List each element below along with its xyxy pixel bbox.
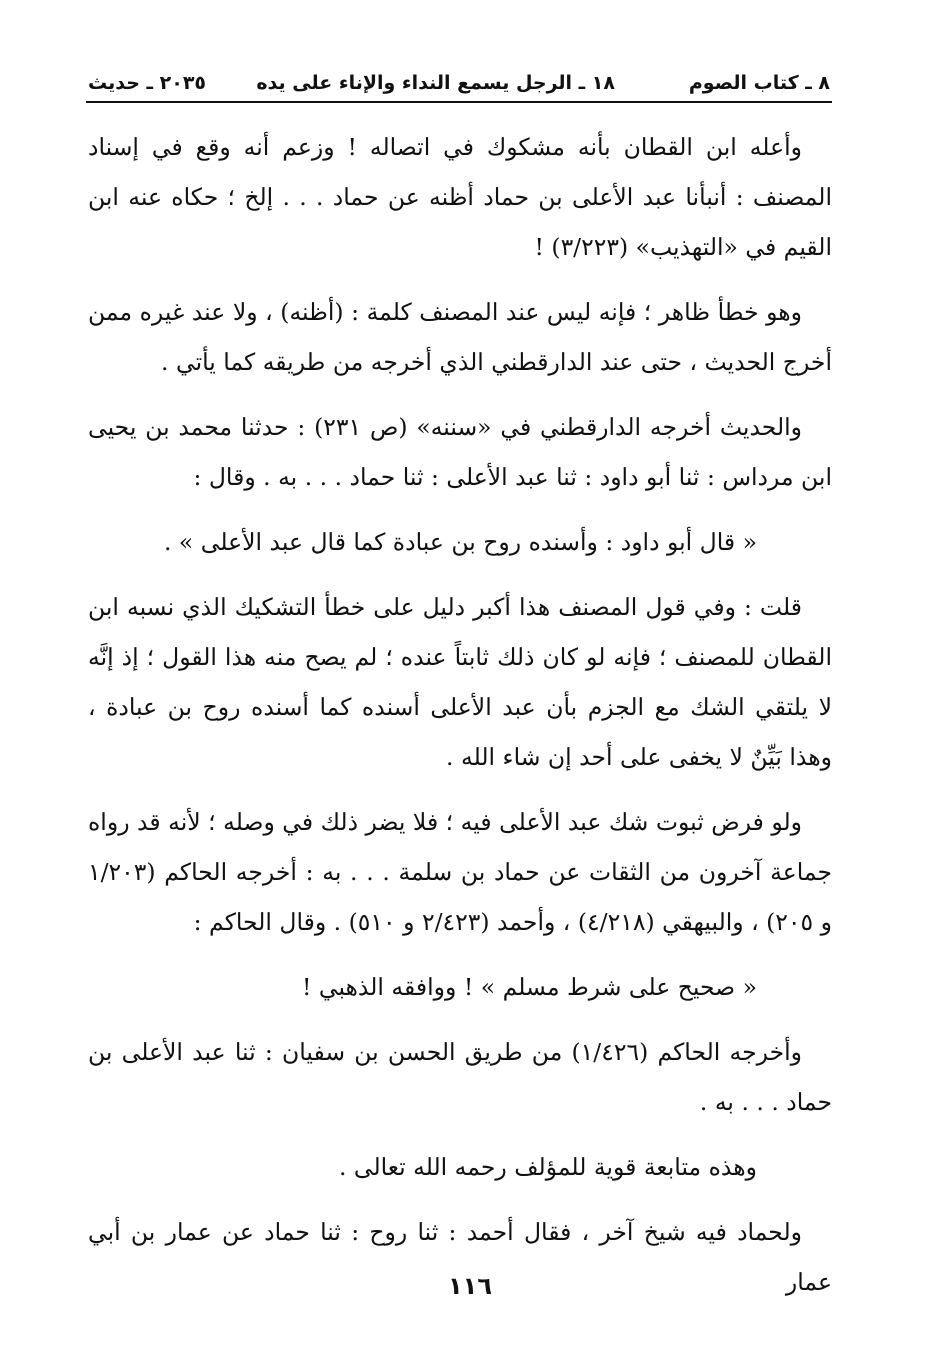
quote-abu-dawud: « قال أبو داود : وأسنده روح بن عبادة كما قال عبد الأعلى » . xyxy=(163,528,757,556)
section-title: ١٨ ـ الرجل يسمع النداء والإناء على يده xyxy=(256,72,615,94)
paragraph-hammad: ولحماد فيه شيخ آخر ، فقال أحمد : ثنا روح : ثنا حماد عن عمار بن أبي عمار xyxy=(88,1218,832,1296)
quote-sahih: « صحيح على شرط مسلم » ! ووافقه الذهبي ! xyxy=(301,973,757,1001)
chapter-title: ٨ ـ كتاب الصوم xyxy=(688,72,830,94)
paragraph-hakim: وأخرجه الحاكم (١/٤٢٦) من طريق الحسن بن سفيان : ثنا عبد الأعلى بن حماد . . . به . xyxy=(88,1038,832,1116)
page-number: ١١٦ xyxy=(448,1272,492,1300)
paragraph-error: وهو خطأ ظاهر ؛ فإنه ليس عند المصنف كلمة : (أظنه) ، ولا عند غيره ممن أخرج الحديث ، حتى عند الدارقطني الذي أخرجه من طريقه كما يأتي . xyxy=(88,298,832,376)
paragraph-ibn-qattan: وأعله ابن القطان بأنه مشكوك في اتصاله ! وزعم أنه وقع في إسناد المصنف : أنبأنا عبد الأعلى بن حماد أظنه عن حماد . . . إلخ ؛ حكاه عنه ابن القيم في «التهذيب» (٣/٢٢٣) ! xyxy=(88,133,832,261)
hadith-number: ٢٠٣٥ ـ حديث xyxy=(88,72,207,94)
header-rule xyxy=(86,101,832,103)
paragraph-assumption: ولو فرض ثبوت شك عبد الأعلى فيه ؛ فلا يضر ذلك في وصله ؛ لأنه قد رواه جماعة آخرون من الثقات عن حماد بن سلمة . . . به : أخرجه الحاكم (١/٢٠٣ و ٢٠٥) ، والبيهقي (٤/٢١٨) ، وأحمد (٢/٤٢٣ و ٥١٠) . وقال الحاكم : xyxy=(88,808,832,936)
paragraph-daraqutni: والحديث أخرجه الدارقطني في «سننه» (ص ٢٣١) : حدثنا محمد بن يحيى ابن مرداس : ثنا أبو داود : ثنا عبد الأعلى : ثنا حماد . . . به . وقال : xyxy=(88,413,832,491)
paragraph-qultu: قلت : وفي قول المصنف هذا أكبر دليل على خطأ التشكيك الذي نسبه ابن القطان للمصنف ؛ فإنه لو كان ذلك ثابتاً عنده ؛ لم يصح منه هذا القول ؛ إذ إنَّه لا يلتقي الشك مع الجزم بأن عبد الأعلى أسنده كما أسنده روح بن عبادة ، وهذا بَيِّنٌ لا يخفى على أحد إن شاء الله . xyxy=(88,593,832,771)
running-header xyxy=(88,66,830,100)
paragraph-mutaba: وهذه متابعة قوية للمؤلف رحمه الله تعالى . xyxy=(338,1153,757,1181)
page-body xyxy=(88,122,832,1322)
